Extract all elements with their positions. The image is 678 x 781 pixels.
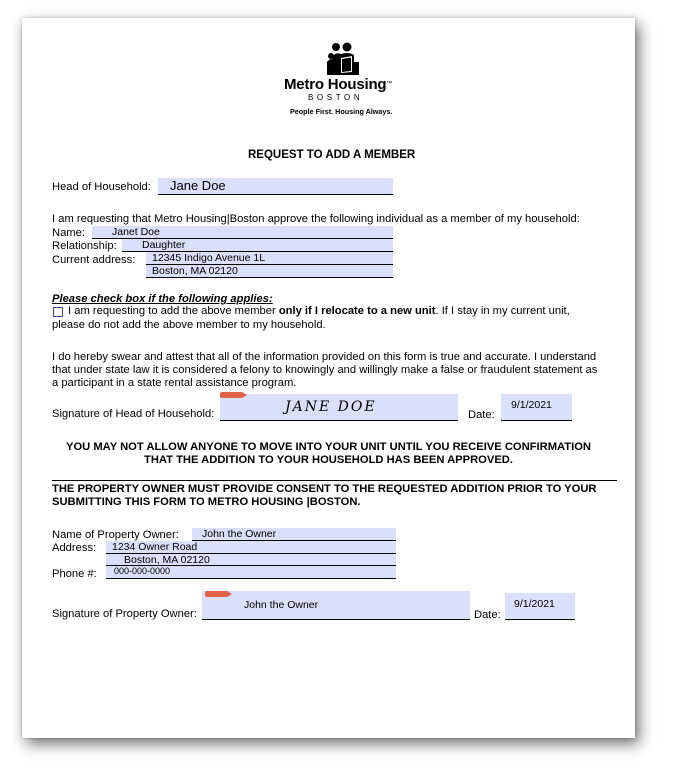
owner-phone-field[interactable]: 000-000-0000	[106, 566, 396, 579]
relationship-field[interactable]: Daughter	[122, 239, 393, 252]
attest-line1: I do hereby swear and attest that all of the information provided on this form is true and accurate. I understand	[52, 351, 597, 363]
owner-consent-line1: THE PROPERTY OWNER MUST PROVIDE CONSENT TO THE REQUESTED ADDITION PRIOR TO YOUR	[52, 483, 597, 495]
owner-signature-label: Signature of Property Owner:	[52, 608, 197, 620]
form-title: REQUEST TO ADD A MEMBER	[248, 149, 416, 161]
owner-phone-label: Phone #:	[52, 568, 97, 580]
checkbox-text-line2: please do not add the above member to my household.	[52, 319, 326, 331]
sign-here-tag-icon	[220, 392, 242, 398]
head-of-household-label: Head of Household:	[52, 181, 151, 193]
owner-signature-value: John the Owner	[244, 599, 319, 611]
metro-housing-logo-icon	[324, 42, 362, 76]
brand-name	[284, 76, 392, 93]
attest-line3: a participant in a state rental assistance program.	[52, 377, 297, 389]
owner-address-line2-field[interactable]: Boston, MA 02120	[106, 554, 396, 566]
member-name-field[interactable]: Janet Doe	[92, 226, 393, 239]
owner-name-field[interactable]: John the Owner	[192, 528, 396, 541]
checkbox-text-bold: only if I relocate to a new unit	[278, 305, 436, 317]
brand-name-text: Metro Housing	[284, 76, 387, 93]
sign-here-tag-icon	[205, 591, 227, 597]
head-signature-value: JANE DOE	[285, 399, 377, 415]
checkbox-text-a: I am requesting to add the above member	[68, 305, 279, 317]
head-signature-label: Signature of Head of Household:	[52, 408, 215, 420]
current-address-line2-field[interactable]: Boston, MA 02120	[146, 265, 393, 278]
current-address-line1-field[interactable]: 12345 Indigo Avenue 1L	[146, 252, 393, 265]
brand-city: BOSTON	[308, 93, 364, 102]
relocate-checkbox[interactable]	[53, 307, 63, 317]
checkbox-text	[68, 305, 570, 318]
brand-tagline: People First. Housing Always.	[290, 107, 393, 116]
relationship-label: Relationship:	[52, 240, 117, 252]
form-page	[22, 18, 635, 738]
owner-date-label: Date:	[474, 609, 501, 621]
attest-line2: that under state law it is considered a felony to knowingly and willingly make a false or fraudulent statement as	[52, 364, 598, 376]
owner-divider	[52, 480, 617, 481]
head-date-field[interactable]: 9/1/2021	[501, 394, 572, 421]
checkbox-heading: Please check box if the following applies:	[52, 293, 273, 305]
head-signature-field[interactable]	[220, 394, 458, 421]
head-date-label: Date:	[468, 409, 495, 421]
trademark-symbol: ™	[386, 81, 393, 87]
current-address-label: Current address:	[52, 254, 136, 266]
warning-line2: THAT THE ADDITION TO YOUR HOUSEHOLD HAS BEEN APPROVED.	[143, 454, 513, 466]
head-of-household-field[interactable]: Jane Doe	[158, 178, 393, 195]
request-text: I am requesting that Metro Housing|Boston approve the following individual as a member of my household:	[52, 213, 580, 225]
owner-address-line1-field[interactable]: 1234 Owner Road	[106, 541, 396, 554]
owner-consent-line2: SUBMITTING THIS FORM TO METRO HOUSING |BOSTON.	[52, 496, 361, 508]
name-label: Name:	[52, 227, 85, 239]
checkbox-text-b: . If I stay in my current unit,	[435, 305, 570, 317]
owner-address-label: Address:	[52, 542, 97, 554]
owner-name-label: Name of Property Owner:	[52, 529, 179, 541]
warning-line1: YOU MAY NOT ALLOW ANYONE TO MOVE INTO YOUR UNIT UNTIL YOU RECEIVE CONFIRMATION	[65, 441, 592, 453]
owner-date-field[interactable]: 9/1/2021	[505, 593, 575, 620]
owner-signature-field[interactable]	[202, 591, 470, 620]
